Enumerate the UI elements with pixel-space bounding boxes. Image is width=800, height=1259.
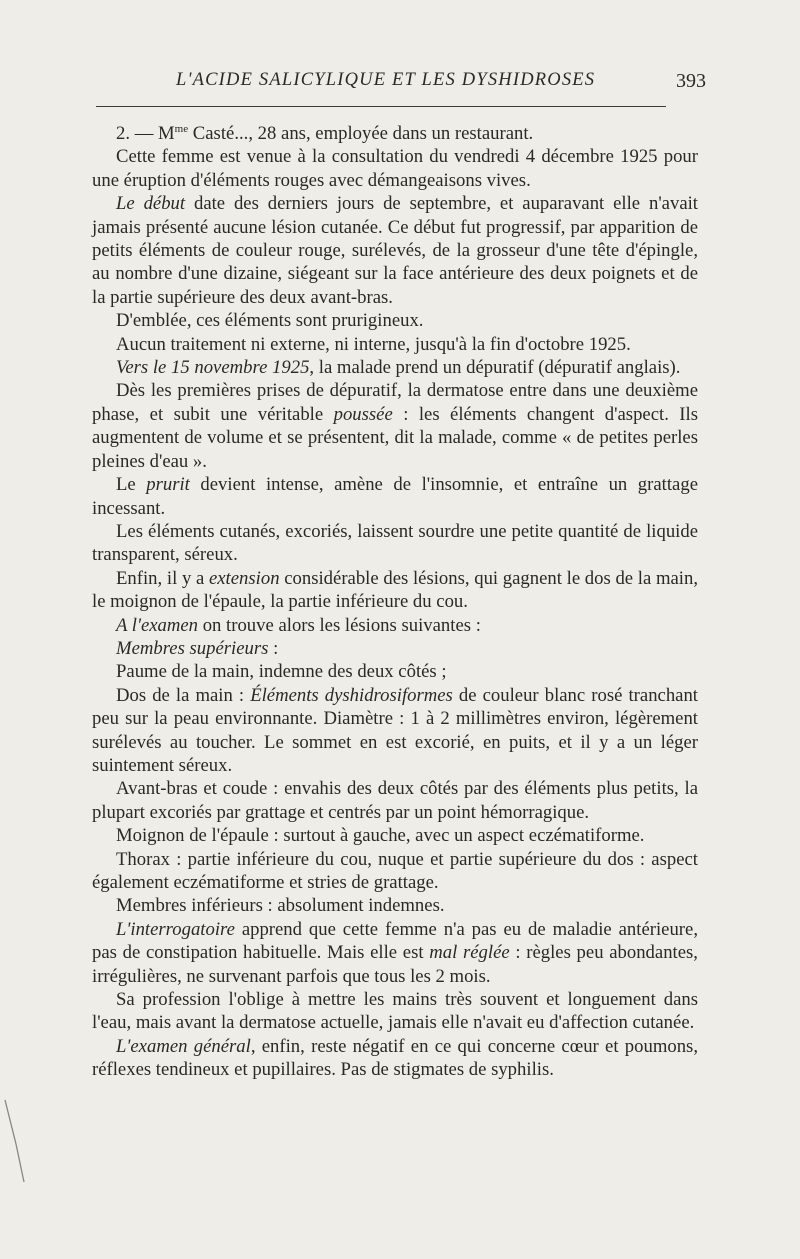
paragraph-extension [92,567,698,614]
paragraph-poussee [92,379,698,473]
paragraph-moignon: Moignon de l'épaule : surtout à gauche, avec un aspect eczématiforme. [116,825,645,847]
paragraph-interrogatoire-b1: apprend que cette femme n'a pas eu de maladie antérieure, pas de constipation habituelle. Mais elle est [92,918,698,964]
case-heading [92,122,698,145]
paragraph-traitement: Aucun traitement ni externe, ni interne, jusqu'à la fin d'octobre 1925. [116,333,631,355]
paragraph-membres-inferieurs: Membres inférieurs : absolument indemnes. [116,895,445,917]
paragraph-examen-b: on trouve alors les lésions suivantes : [198,614,481,636]
paragraph-membres-em: Membres supérieurs [116,637,269,659]
paragraph-poussee-a: Dès les premières prises de dépuratif, la dermatose entre dans une deuxième phase, et subit une véritable [92,380,698,425]
paragraph-avant-bras: Avant-bras et coude : envahis des deux côtés par des éléments plus petits, la plupart excoriés par grattage et centrés par un point hémorragique. [92,778,698,823]
case-name: Casté..., 28 ans, employée dans un restaurant. [188,123,534,144]
paragraph-poussee-b: : les éléments changent d'aspect. Ils augmentent de volume et se présentent, dit la malade, comme « de petites perles pleines d'eau ». [92,403,698,472]
margin-pencil-mark [2,1098,28,1184]
paragraph-examen-general-b: , enfin, reste négatif en ce qui concerne cœur et poumons, réflexes tendineux et pupillaires. Pas de stigmates de syphilis. [92,1035,698,1081]
paragraph-membres-b: : [268,637,279,659]
paragraph-examen-em: A l'examen [116,614,199,636]
paragraph-interrogatoire [92,918,698,988]
paragraph-prurit [92,473,698,520]
paragraph-prurigineux: D'emblée, ces éléments sont prurigineux. [116,310,424,332]
paragraph-interrogatoire-em2: mal réglée [429,942,510,964]
paragraph-depuratif-text: , la malade prend un dépuratif (dépuratif anglais). [309,357,681,379]
paragraph-examen-general [92,1035,698,1082]
paragraph-debut-lead: Le début [116,193,186,215]
paragraph-examen [92,614,698,637]
paragraph-prurit-b: devient intense, amène de l'insomnie, et entraîne un grattage incessant. [92,474,698,519]
case-number: 2. [116,123,131,144]
paragraph-interrogatoire-em: L'interrogatoire [116,918,235,940]
paragraph-thorax: Thorax : partie inférieure du cou, nuque et partie supérieure du dos : aspect également eczématiforme et stries de grattage. [92,848,698,893]
running-title: L'ACIDE SALICYLIQUE ET LES DYSHIDROSES [176,70,596,90]
page-body [92,122,698,1082]
case-dash: — [130,123,159,144]
header-rule [96,106,666,107]
paragraph-debut-text: date des derniers jours de septembre, et auparavant elle n'avait jamais présenté aucune lésion cutanée. Ce début fut progressif, par apparition de petits éléments de couleur rouge, surélevés, de la grosseur d'une tête d'épingle, au nombre d'une dizaine, siégeant sur la face antérieure des deux poignets et de la partie supérieure des deux avant-bras. [92,193,698,308]
paragraph-membres-superieurs [92,637,698,660]
paragraph-depuratif-lead: Vers le 15 novembre 1925 [116,357,310,379]
paragraph-extension-em: extension [208,567,280,589]
paragraph-prurit-a: Le [116,474,147,496]
paragraph-profession: Sa profession l'oblige à mettre les mains très souvent et longuement dans l'eau, mais avant la dermatose actuelle, jamais elle n'avait eu d'affection cutanée. [92,989,698,1034]
paragraph-poussee-em: poussée [333,403,393,425]
paragraph-extension-b: considérable des lésions, qui gagnent le dos de la main, le moignon de l'épaule, la partie inférieure du cou. [92,567,698,613]
page-header [96,70,706,100]
paragraph-consultation: Cette femme est venue à la consultation du vendredi 4 décembre 1925 pour une éruption d'éléments rouges avec démangeaisons vives. [92,146,698,191]
paragraph-dos-main-a: Dos de la main : [116,684,251,706]
paragraph-debut [92,192,698,309]
paragraph-dos-main-b: de couleur blanc rosé tranchant peu sur la peau environnante. Diamètre : 1 à 2 millimètres environ, légèrement surélevés au toucher. Le sommet en est excorié, en puits, et il y a un léger suintement séreux. [92,684,698,776]
paragraph-dos-main-em: Éléments dyshidrosiformes [250,684,453,706]
paragraph-extension-a: Enfin, il y a [116,567,209,589]
case-title: M [158,123,175,144]
paragraph-prurit-em: prurit [146,474,190,496]
paragraph-dos-main [92,684,698,778]
paragraph-excories: Les éléments cutanés, excoriés, laissent sourdre une petite quantité de liquide transparent, séreux. [92,520,698,566]
page-number: 393 [676,70,706,92]
paragraph-examen-general-em: L'examen général [116,1035,251,1057]
paragraph-depuratif [92,356,698,379]
case-title-sup: me [174,122,189,135]
paragraph-interrogatoire-b2: : règles peu abondantes, irrégulières, ne survenant parfois que tous les 2 mois. [92,942,698,987]
paragraph-paume: Paume de la main, indemne des deux côtés ; [116,661,447,683]
